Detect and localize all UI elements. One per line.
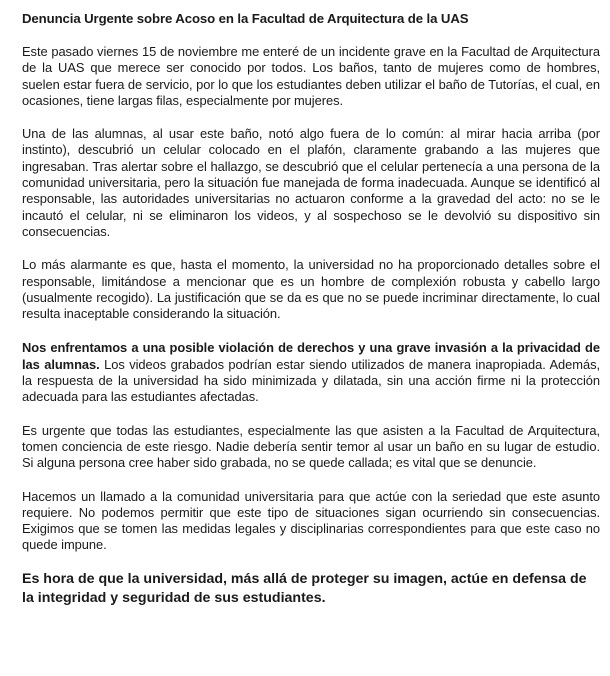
- paragraph-rights-violation-rest: Los videos grabados podrían estar siendo utilizados de manera inapropiada. Además, la respuesta de la universidad ha sido minimizada y dilatada, sin una acción firme ni la protección adecuada para las estudiantes afectadas.: [22, 356, 600, 405]
- paragraph-rights-violation: [22, 340, 600, 405]
- paragraph-rights-violation-bold: Nos enfrentamos a una posible violación de derechos y una grave invasión a la privacidad de las alumnas.: [22, 340, 600, 372]
- document-title: Denuncia Urgente sobre Acoso en la Facultad de Arquitectura de la UAS: [22, 11, 469, 26]
- paragraph-incident-intro: Este pasado viernes 15 de noviembre me enteré de un incidente grave en la Facultad de Arquitectura de la UAS que merece ser conocido por todos. Los baños, tanto de mujeres como de hombres, suelen estar fuera de servicio, por lo que los estudiantes deben utilizar el baño de Tutorías, el cual, en ocasiones, tiene largas filas, especialmente por mujeres.: [22, 44, 600, 108]
- paragraph-university-response: Lo más alarmante es que, hasta el momento, la universidad no ha proporcionado detalles sobre el responsable, limitándose a mencionar que es un hombre de complexión robusta y cabello largo (usualmente recogido). La justificación que se da es que no se puede incriminar directamente, lo cual resulta inaceptable considerando la situación.: [22, 257, 600, 322]
- paragraph-urgent-awareness: Es urgente que todas las estudiantes, especialmente las que asisten a la Facultad de Arquitectura, tomen conciencia de este riesgo. Nadie debería sentir temor al usar un baño en su lugar de estudio. Si alguna persona cree haber sido grabada, no se quede callada; es vital que se denuncie.: [22, 422, 600, 471]
- closing-statement: Es hora de que la universidad, más allá de proteger su imagen, actúe en defensa de la integridad y seguridad de sus estudiantes.: [22, 570, 587, 606]
- paragraph-discovery: Una de las alumnas, al usar este baño, notó algo fuera de lo común: al mirar hacia arriba (por instinto), descubrió un celular colocado en el plafón, claramente grabando a las mujeres que ingresaban. Tras alertar sobre el hallazgo, se descubrió que el celular pertenecía a una persona de la comunidad universitaria, pero la situación fue manejada de forma inadecuada. Aunque se identificó al responsable, las autoridades universitarias no actuaron conforme a la gravedad del acto: no se le incautó el celular, ni se eliminaron los videos, y al sospechoso se le devolvió su dispositivo sin consecuencias.: [22, 126, 600, 239]
- paragraph-call-to-action: Hacemos un llamado a la comunidad universitaria para que actúe con la seriedad que este asunto requiere. No podemos permitir que este tipo de situaciones sigan ocurriendo sin consecuencias. Exigimos que se tomen las medidas legales y disciplinarias correspondientes para que este caso no quede impune.: [22, 488, 600, 553]
